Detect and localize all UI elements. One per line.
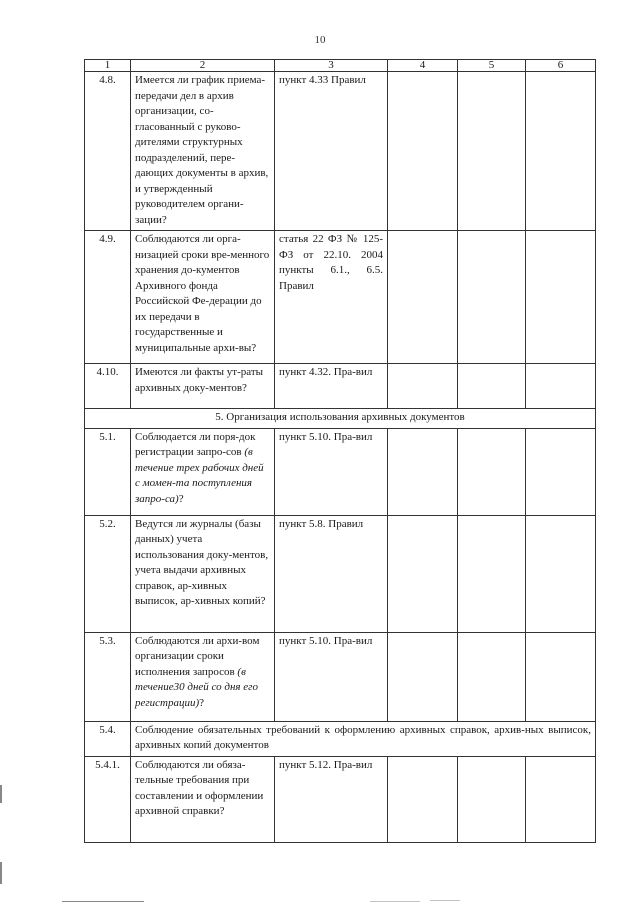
table-row: [85, 756, 596, 842]
scan-footer-line: [62, 901, 144, 902]
item-number: 4.9.: [85, 231, 131, 364]
item-question: Соблюдается ли поря-док регистрации запро-сов (в течение трех рабочих дней с момен-та поступления запро-са)?: [131, 428, 275, 515]
subsection-row: [85, 721, 596, 756]
empty-cell: [388, 428, 458, 515]
header-cell: 6: [526, 60, 596, 72]
empty-cell: [526, 364, 596, 409]
header-row: [85, 60, 596, 72]
header-cell: 4: [388, 60, 458, 72]
item-number: 4.10.: [85, 364, 131, 409]
item-number: 4.8.: [85, 72, 131, 231]
item-reference: пункт 5.12. Пра-вил: [275, 756, 388, 842]
item-reference: пункт 4.32. Пра-вил: [275, 364, 388, 409]
item-reference: пункт 5.10. Пра-вил: [275, 632, 388, 721]
empty-cell: [458, 756, 526, 842]
empty-cell: [526, 428, 596, 515]
empty-cell: [526, 72, 596, 231]
empty-cell: [526, 756, 596, 842]
empty-cell: [458, 364, 526, 409]
item-reference: пункт 5.10. Пра-вил: [275, 428, 388, 515]
table-row: [85, 72, 596, 231]
item-number: 5.1.: [85, 428, 131, 515]
table-row: [85, 632, 596, 721]
empty-cell: [458, 231, 526, 364]
page-number: 10: [314, 34, 326, 46]
scan-edge-mark: [0, 785, 2, 803]
table-row: [85, 231, 596, 364]
item-number: 5.4.1.: [85, 756, 131, 842]
empty-cell: [388, 632, 458, 721]
inspection-table: [84, 59, 596, 843]
item-number: 5.4.: [85, 721, 131, 756]
item-question: Соблюдаются ли обяза-тельные требования при составлении и оформлении архивной справки?: [131, 756, 275, 842]
header-cell: 1: [85, 60, 131, 72]
empty-cell: [388, 364, 458, 409]
section-row: [85, 409, 596, 429]
empty-cell: [526, 515, 596, 632]
table-row: [85, 515, 596, 632]
empty-cell: [458, 428, 526, 515]
scan-edge-mark: [0, 862, 2, 884]
scan-footer-line: [370, 901, 420, 902]
item-question: Имеются ли факты ут-раты архивных доку-ментов?: [131, 364, 275, 409]
table-row: [85, 364, 596, 409]
item-question: Имеется ли график приема-передачи дел в архив организации, со-гласованный с руково-дителями структурных подразделений, пере-дающих документы в архив, и утвержденный руководителем органи-зации?: [131, 72, 275, 231]
empty-cell: [526, 632, 596, 721]
header-cell: 2: [131, 60, 275, 72]
empty-cell: [388, 231, 458, 364]
table-row: [85, 428, 596, 515]
empty-cell: [388, 72, 458, 231]
header-cell: 5: [458, 60, 526, 72]
header-cell: 3: [275, 60, 388, 72]
item-question: Соблюдаются ли архи-вом организации сроки исполнения запросов (в течение30 дней со дня его регистрации)?: [131, 632, 275, 721]
empty-cell: [388, 756, 458, 842]
empty-cell: [388, 515, 458, 632]
item-reference: пункт 5.8. Правил: [275, 515, 388, 632]
empty-cell: [458, 632, 526, 721]
subsection-title: Соблюдение обязательных требований к оформлению архивных справок, архив-ных выписок, архивных копий документов: [131, 721, 596, 756]
item-reference: пункт 4.33 Правил: [275, 72, 388, 231]
empty-cell: [458, 72, 526, 231]
empty-cell: [526, 231, 596, 364]
section-title: 5. Организация использования архивных документов: [85, 409, 596, 429]
item-number: 5.3.: [85, 632, 131, 721]
item-number: 5.2.: [85, 515, 131, 632]
scan-footer-line: [430, 900, 460, 901]
empty-cell: [458, 515, 526, 632]
item-question: Соблюдаются ли орга-низацией сроки вре-менного хранения до-кументов Архивного фонда Российской Фе-дерации до их передачи в государственные и муниципальные архи-вы?: [131, 231, 275, 364]
item-question: Ведутся ли журналы (базы данных) учета использования доку-ментов, учета выдачи архивных справок, ар-хивных выписок, ар-хивных копий?: [131, 515, 275, 632]
item-reference: статья 22 ФЗ № 125-ФЗ от 22.10. 2004 пункты 6.1., 6.5. Правил: [275, 231, 388, 364]
